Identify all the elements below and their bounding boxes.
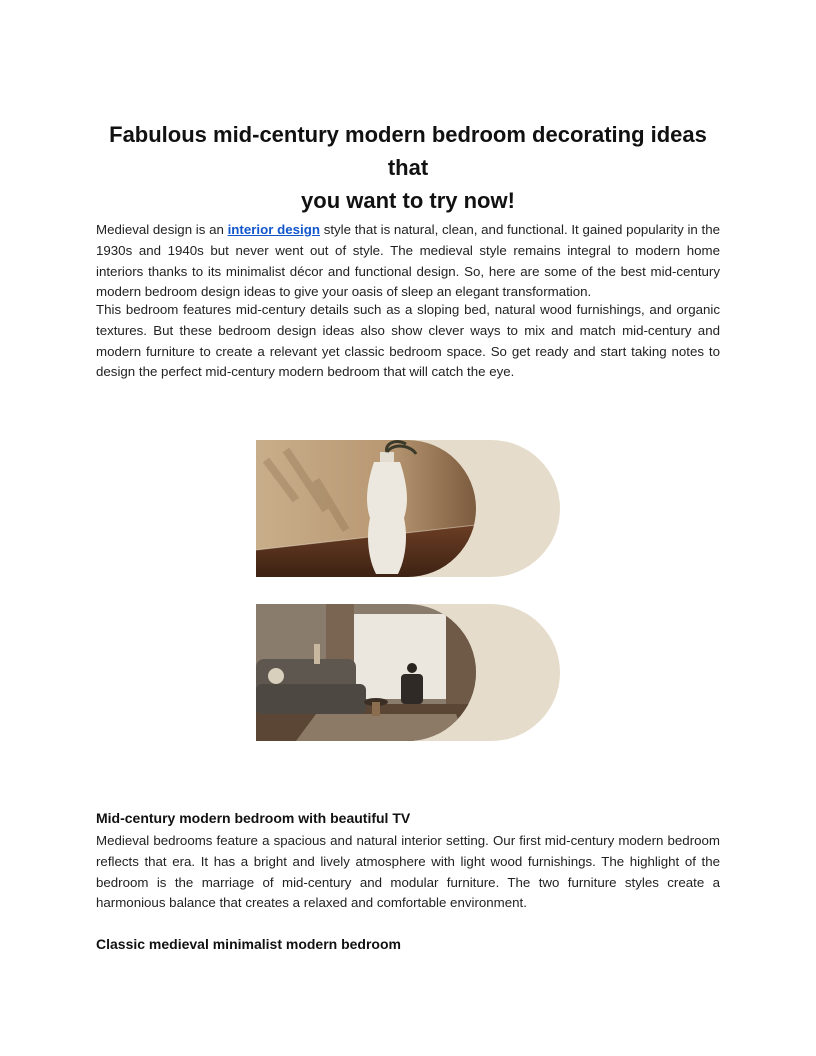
vase-photo xyxy=(256,440,476,577)
section-paragraph-tv-bedroom: Medieval bedrooms feature a spacious and natural interior setting. Our first mid-century modern bedroom reflects that era. It has a bright and lively atmosphere with light wood furnishings. The highlight of the bedroom is the marriage of mid-century and modular furniture. The two furniture styles create a harmonious balance that creates a relaxed and comfortable environment. xyxy=(96,833,720,911)
page-title xyxy=(96,118,720,217)
intro-text-after-link: style that is natural, clean, and functional. It gained popularity in the 1930s and 1940s but never went out of style. The medieval style remains integral to modern home interiors thanks to its minimalist décor and functional design. So, here are some of the best mid-century modern bedroom design ideas to give your oasis of sleep an elegant transformation. xyxy=(96,222,720,300)
intro-text-before-link: Medieval design is an xyxy=(96,222,228,237)
section-heading-tv-bedroom: Mid-century modern bedroom with beautiful TV xyxy=(96,810,411,826)
section-heading-minimalist-bedroom: Classic medieval minimalist modern bedroom xyxy=(96,936,401,952)
title-line-1: Fabulous mid-century modern bedroom decorating ideas that xyxy=(109,122,707,180)
intro-paragraph-1 xyxy=(96,220,720,303)
intro-paragraph-2: This bedroom features mid-century details such as a sloping bed, natural wood furnishings, and organic textures. But these bedroom design ideas also show clever ways to mix and match mid-century and modern furniture to create a relevant yet classic bedroom space. So get ready and start taking notes to design the perfect mid-century modern bedroom that will catch the eye. xyxy=(96,302,720,380)
interior-design-link[interactable]: interior design xyxy=(227,222,320,237)
living-room-image-block xyxy=(256,604,560,741)
vase-image-block xyxy=(256,440,560,577)
living-room-photo xyxy=(256,604,476,741)
title-line-2: you want to try now! xyxy=(301,188,515,213)
